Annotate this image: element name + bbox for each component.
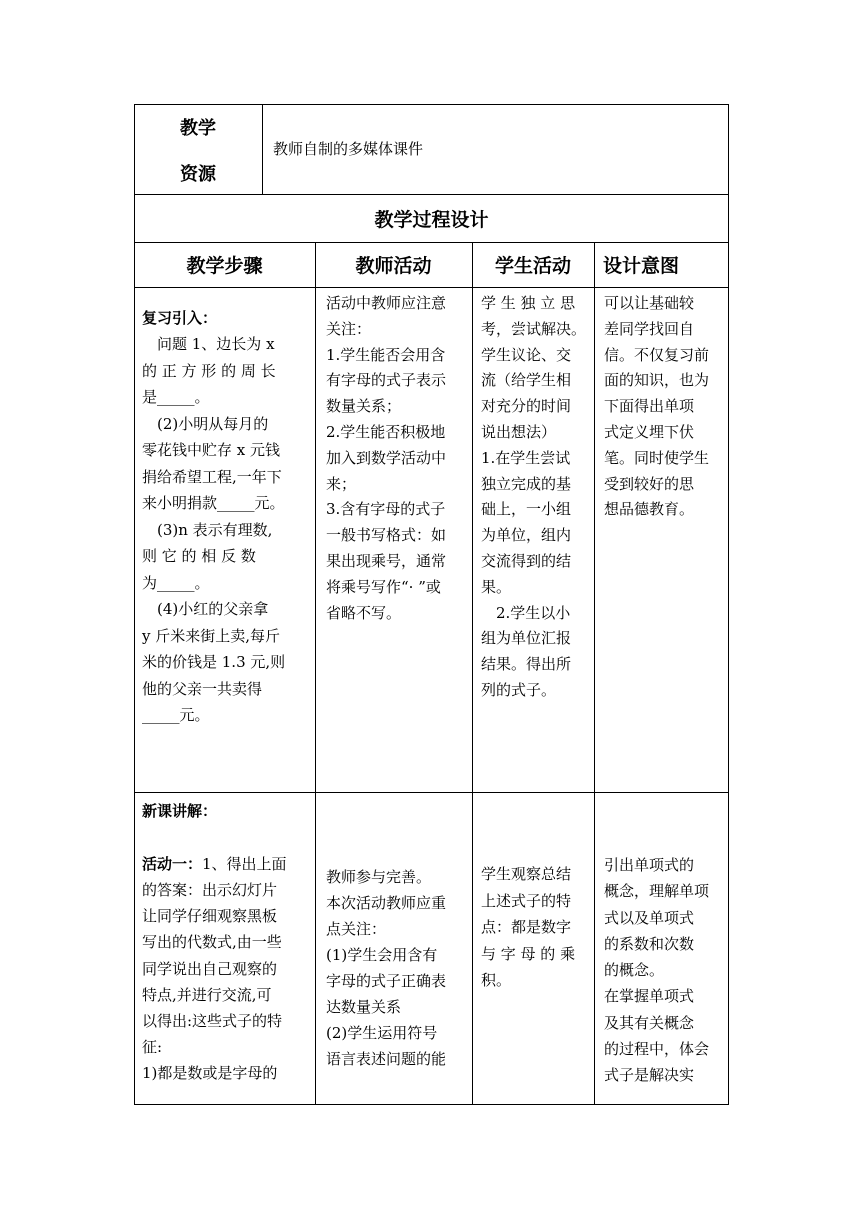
row2-step-body: 的答案：出示幻灯片 让同学仔细观察黑板 写出的代数式,由一些 同学说出自己观察的 特点,并进行交流,可 以得出:这些式子的特 征: 1)都是数或是字母的	[142, 881, 283, 1083]
row2-step-title: 新课讲解：	[142, 802, 218, 820]
resources-label-line2: 资源	[180, 164, 216, 185]
process-title: 教学过程设计	[374, 209, 489, 231]
row2-design-intent: 引出单项式的 概念，理解单项 式以及单项式 的系数和次数 的概念。 在掌握单项式 及其有关概念 的过程中，体会 式子是解决实	[604, 856, 710, 1085]
column-header-step: 教学步骤	[186, 255, 263, 277]
column-header-intent: 设计意图	[603, 255, 680, 277]
title-bottom-border	[134, 242, 729, 243]
column-header-teacher: 教师活动	[355, 255, 432, 277]
row2-step-first-line	[142, 851, 312, 877]
col-divider-1	[315, 242, 316, 1105]
row1-design-intent: 可以让基础较 差同学找回自 信。不仅复习前 面的知识，也为 下面得出单项 式定义埋下伏 笔。同时使学生 受到较好的思 想品德教育。	[604, 294, 710, 519]
column-header-student: 学生活动	[494, 255, 571, 277]
col-divider-3	[594, 242, 595, 1105]
row1-student-activity: 学 生 独 立 思 考，尝试解决。 学生议论、交 流（给学生相 对充分的时间 说出想法） 1.在学生尝试 独立完成的基 础上，一小组 为单位，组内 交流得到的结 果。 2.学生以小 组为单位汇报 结果。得出所 列的式子。	[481, 294, 587, 699]
row2-student-activity: 学生观察总结 上述式子的特 点：都是数字 与 字 母 的 乘 积。	[481, 865, 576, 989]
row2-activity-label: 活动一：	[142, 855, 203, 873]
row1-bottom-border	[134, 792, 729, 793]
resources-label-line1: 教学	[180, 118, 216, 139]
col-divider-2	[472, 242, 473, 1105]
resources-divider	[262, 104, 263, 194]
row1-teacher-activity: 活动中教师应注意 关注： 1.学生能否会用含 有字母的式子表示 数量关系； 2.学生能否积极地 加入到数学活动中 来； 3.含有字母的式子 一般书写格式：如 果出现乘号，通常 将乘号写作“· ”或 省略不写。	[326, 294, 447, 622]
row1-step-title: 复习引入：	[142, 309, 218, 327]
header-bottom-border	[134, 287, 729, 288]
table-right-border	[728, 104, 729, 1105]
resources-bottom-border	[134, 194, 729, 195]
table-top-border	[134, 104, 729, 105]
row2-teacher-activity: 教师参与完善。 本次活动教师应重 点关注： (1)学生会用含有 字母的式子正确表 达数量关系 (2)学生运用符号 语言表述问题的能	[326, 868, 447, 1068]
table-bottom-border	[134, 1104, 729, 1105]
row2-step-first-text: 1、得出上面	[202, 855, 287, 873]
row1-step-body: 问题 1、边长为 x 的 正 方 形 的 周 长 是_____。 (2)小明从每月的 零花钱中贮存 x 元钱 捐给希望工程,一年下 来小明捐款_____元。 (3)n 表示有理数, 则 它 的 相 反 数 为_____。 (4)小红的父亲拿 y 斤米来街上卖,每斤 米的价钱是 1.3 元,则 他的父亲一共卖得 _____元。	[142, 335, 286, 724]
resources-value: 教师自制的多媒体课件	[273, 140, 424, 158]
